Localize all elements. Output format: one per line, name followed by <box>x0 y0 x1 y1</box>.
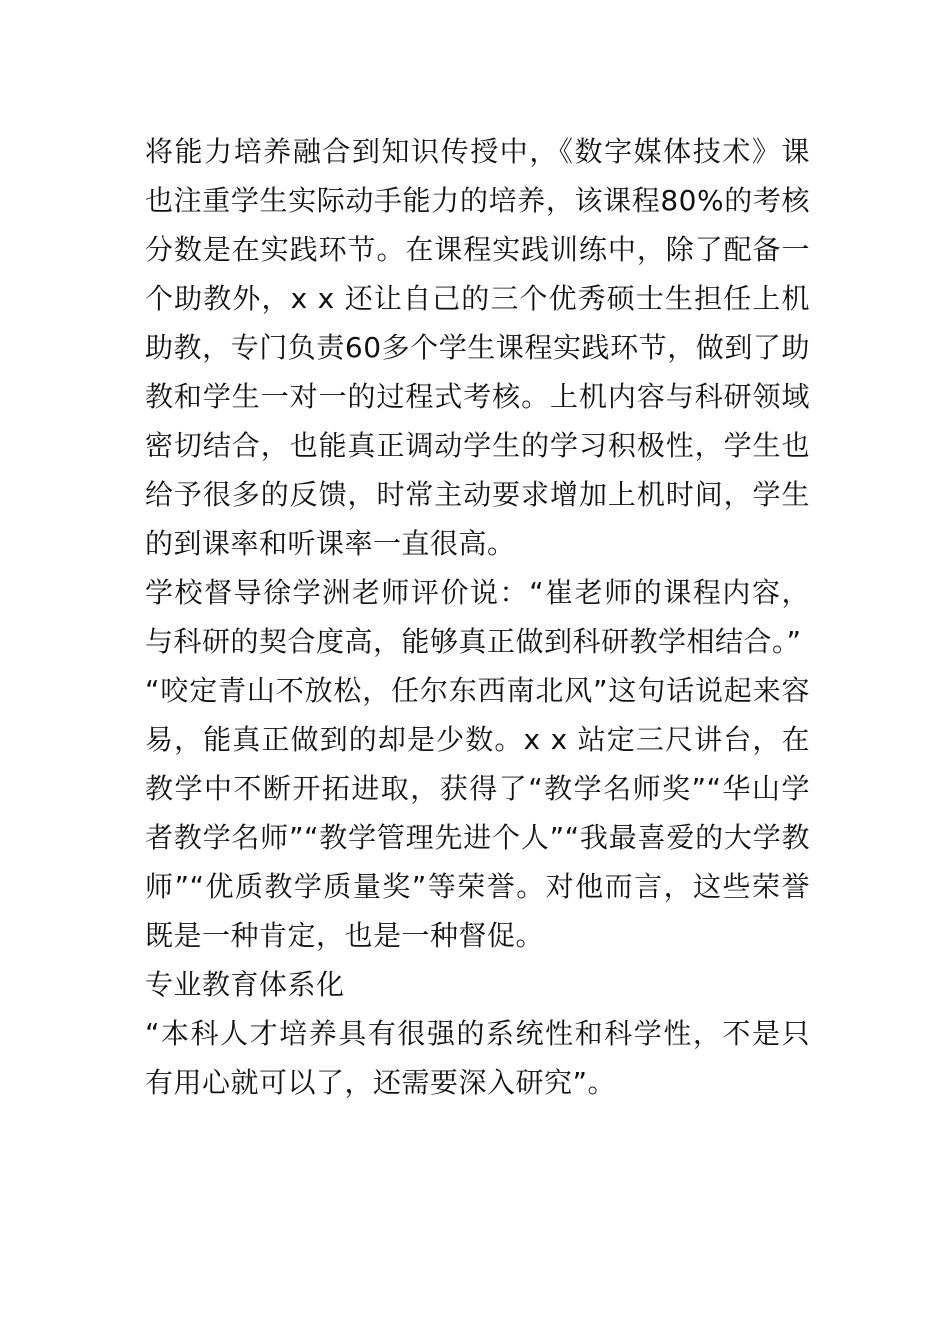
paragraph-closing-quote: “本科人才培养具有很强的系统性和科学性，不是只有用心就可以了，还需要深入研究”。 <box>145 1017 810 1099</box>
paragraph-practice-training: 将能力培养融合到知识传授中，《数字媒体技术》课也注重学生实际动手能力的培养，该课程80%的考核分数是在实践环节。在课程实践训练中，除了配备一个助教外，x x 还让自己的三个优秀硕士生担任上机助教，专门负责60多个学生课程实践环节，做到了助教和学生一对一的过程式考核。上机内容与科研领域密切结合，也能真正调动学生的学习积极性，学生也给予很多的反馈，时常主动要求增加上机时间，学生的到课率和听课率一直很高。 <box>145 135 810 560</box>
paragraph-supervisor-quote: 学校督导徐学洲老师评价说：“崔老师的课程内容，与科研的契合度高，能够真正做到科研教学相结合。” <box>145 576 810 658</box>
section-heading: 专业教育体系化 <box>145 968 345 1001</box>
paragraph-honors: “咬定青山不放松，任尔东西南北风”这句话说起来容易，能真正做到的却是少数。x x 站定三尺讲台，在教学中不断开拓进取，获得了“教学名师奖”“华山学者教学名师”“教学管理先进个人”“我最喜爱的大学教师”“优质教学质量奖”等荣誉。对他而言，这些荣誉既是一种肯定，也是一种督促。 <box>145 674 810 952</box>
document-body <box>145 127 810 1107</box>
